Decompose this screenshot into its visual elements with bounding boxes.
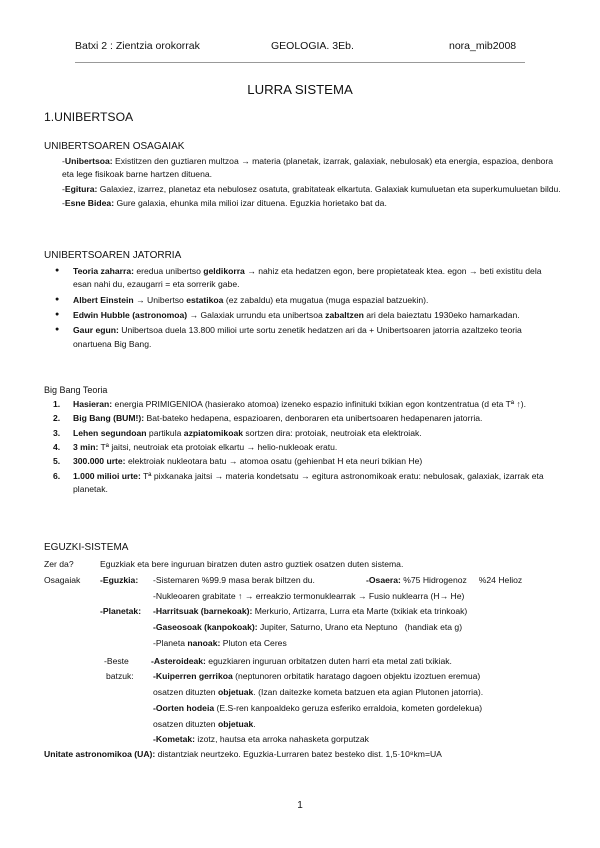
list-item: 5. 300.000 urte: elektroiak nukleotara batu → atomoa osatu (gehienbat H eta neuri txikian He): [53, 456, 423, 467]
eguzkia-line-1: -Sistemaren %99.9 masa berak biltzen du.: [153, 575, 315, 585]
jatorria-list: [44, 265, 554, 351]
heading-eguzki-sistema: EGUZKI-SISTEMA: [44, 542, 129, 553]
page-number: 1: [297, 800, 303, 811]
kuiper-line: -Kuiperren gerrikoa (neptunoren orbitatik haratago dagoen objektu izoztuen eremua): [153, 671, 481, 681]
list-item: -Unibertsoa: Existitzen den guztiaren multzoa → materia (planetak, izarrak, galaxiak, nebulosak) eta energia, espazioa, denbora eta lege fisikoak barne hartzen dituena.: [62, 156, 554, 180]
header-left: Batxi 2 : Zientzia orokorrak: [75, 40, 200, 52]
kometak-line: -Kometak: izotz, hautsa eta arroka nahasketa gorputzak: [153, 734, 369, 744]
batzuk-label: batzuk:: [106, 671, 134, 681]
list-item: 6. 1.000 milioi urte: Tª pixkanaka jaitsi → materia kondetsatu → egitura astronomikoak eratu: nebulosak, galaxiak, izarrak eta planetak.: [53, 470, 544, 494]
oort-line-2: osatzen dituzten objetuak.: [153, 719, 256, 729]
osagaiak-label: Osagaiak: [44, 575, 81, 585]
bigbang-list: [44, 398, 554, 496]
harritsuak-line: -Harritsuak (barnekoak): Merkurio, Artizarra, Lurra eta Marte (txikiak eta trinkoak): [153, 606, 468, 616]
planetak-label: -Planetak:: [100, 606, 142, 616]
heading-bigbang: Big Bang Teoria: [44, 385, 108, 395]
page-title: LURRA SISTEMA: [247, 82, 353, 97]
list-item: 3. Lehen segundoan partikula azpiatomikoak sortzen dira: protoiak, neutroiak eta elektroiak.: [53, 427, 422, 438]
asteroideak-line: -Asteroideak: eguzkiaren inguruan orbitatzen duten harri eta metal zati txikiak.: [151, 656, 452, 666]
list-item: ● Edwin Hubble (astronomoa) → Galaxiak urrundu eta unibertsoa zabaltzen ari dela baieztatu 1930eko hamarkadan.: [44, 309, 554, 322]
list-item: -Esne Bidea: Gure galaxia, ehunka mila milioi izar dituena. Eguzkia horietako bat da.: [62, 197, 387, 208]
header-center: GEOLOGIA. 3Eb.: [271, 40, 354, 52]
list-item: -Egitura: Galaxiez, izarrez, planetaz eta nebulosez osatuta, grabitateak elkartuta. Galaxiak kumuluetan eta superkumuluetan bildu.: [62, 183, 561, 194]
heading-osagaiak: UNIBERTSOAREN OSAGAIAK: [44, 141, 185, 152]
eguzkia-label: -Eguzkia:: [100, 575, 139, 585]
kuiper-line-2: osatzen dituzten objetuak. (Izan daitezke kometa batzuen eta agian Plutonen jatorria).: [153, 687, 484, 697]
zer-da-text: Eguzkiak eta bere inguruan biratzen duten astro guztiek osatzen duten sistema.: [100, 559, 404, 569]
osagaiak-list: [62, 155, 562, 210]
list-item: ● Albert Einstein → Unibertso estatikoa (ez zabaldu) eta mugatua (muga espazial batzuekin).: [44, 294, 554, 307]
beste-label: -Beste: [104, 656, 129, 666]
nanoak-line: -Planeta nanoak: Pluton eta Ceres: [153, 638, 287, 648]
osaera-line: -Osaera: %75 Hidrogenoz %24 Helioz: [366, 575, 523, 585]
list-item: ● Teoria zaharra: eredua unibertso geldikorra → nahiz eta hedatzen egon, bere propietateak ktea. egon → beti existitu dela esan nahi du, ezaugarri = eta sorrerik gabe.: [44, 265, 554, 292]
list-item: 1. Hasieran: energia PRIMIGENIOA (hasierako atomoa) izeneko espazio infinituki txikian egon kontzentratua (d eta Tª ↑).: [53, 399, 526, 409]
oort-line: -Oorten hodeia (E.S-ren kanpoaldeko geruza esferiko erraldoia, kometen gordelekua): [153, 703, 483, 713]
list-item: 4. 3 min: Tª jaitsi, neutroiak eta protoiak elkartu → helio-nukleoak eratu.: [53, 441, 338, 452]
zer-da-label: Zer da?: [44, 559, 74, 569]
header-divider: [75, 62, 525, 63]
ua-line: Unitate astronomikoa (UA): distantziak neurtzeko. Eguzkia-Lurraren batez besteko dist. 1,5·10⁸km=UA: [44, 749, 442, 759]
eguzkia-line-2: -Nukleoaren grabitate ↑ → erreakzio termonuklearrak → Fusio nuklearra (H→ He): [153, 591, 465, 601]
list-item: ● Gaur egun: Unibertsoa duela 13.800 milioi urte sortu zenetik hedatzen ari da + Unibertsoaren jatorria azaltzeko teoria onartuena Big Bang.: [44, 324, 554, 351]
section-heading-unibertsoa: 1.UNIBERTSOA: [44, 110, 134, 124]
gaseosoak-line: -Gaseosoak (kanpokoak): Jupiter, Saturno, Urano eta Neptuno (handiak eta g): [153, 622, 463, 632]
list-item: 2. Big Bang (BUM!): Bat-bateko hedapena, espazioaren, denboraren eta unibertsoaren hedapenaren jatorria.: [53, 413, 483, 424]
heading-jatorria: UNIBERTSOAREN JATORRIA: [44, 250, 182, 261]
header-right: nora_mib2008: [449, 40, 517, 52]
